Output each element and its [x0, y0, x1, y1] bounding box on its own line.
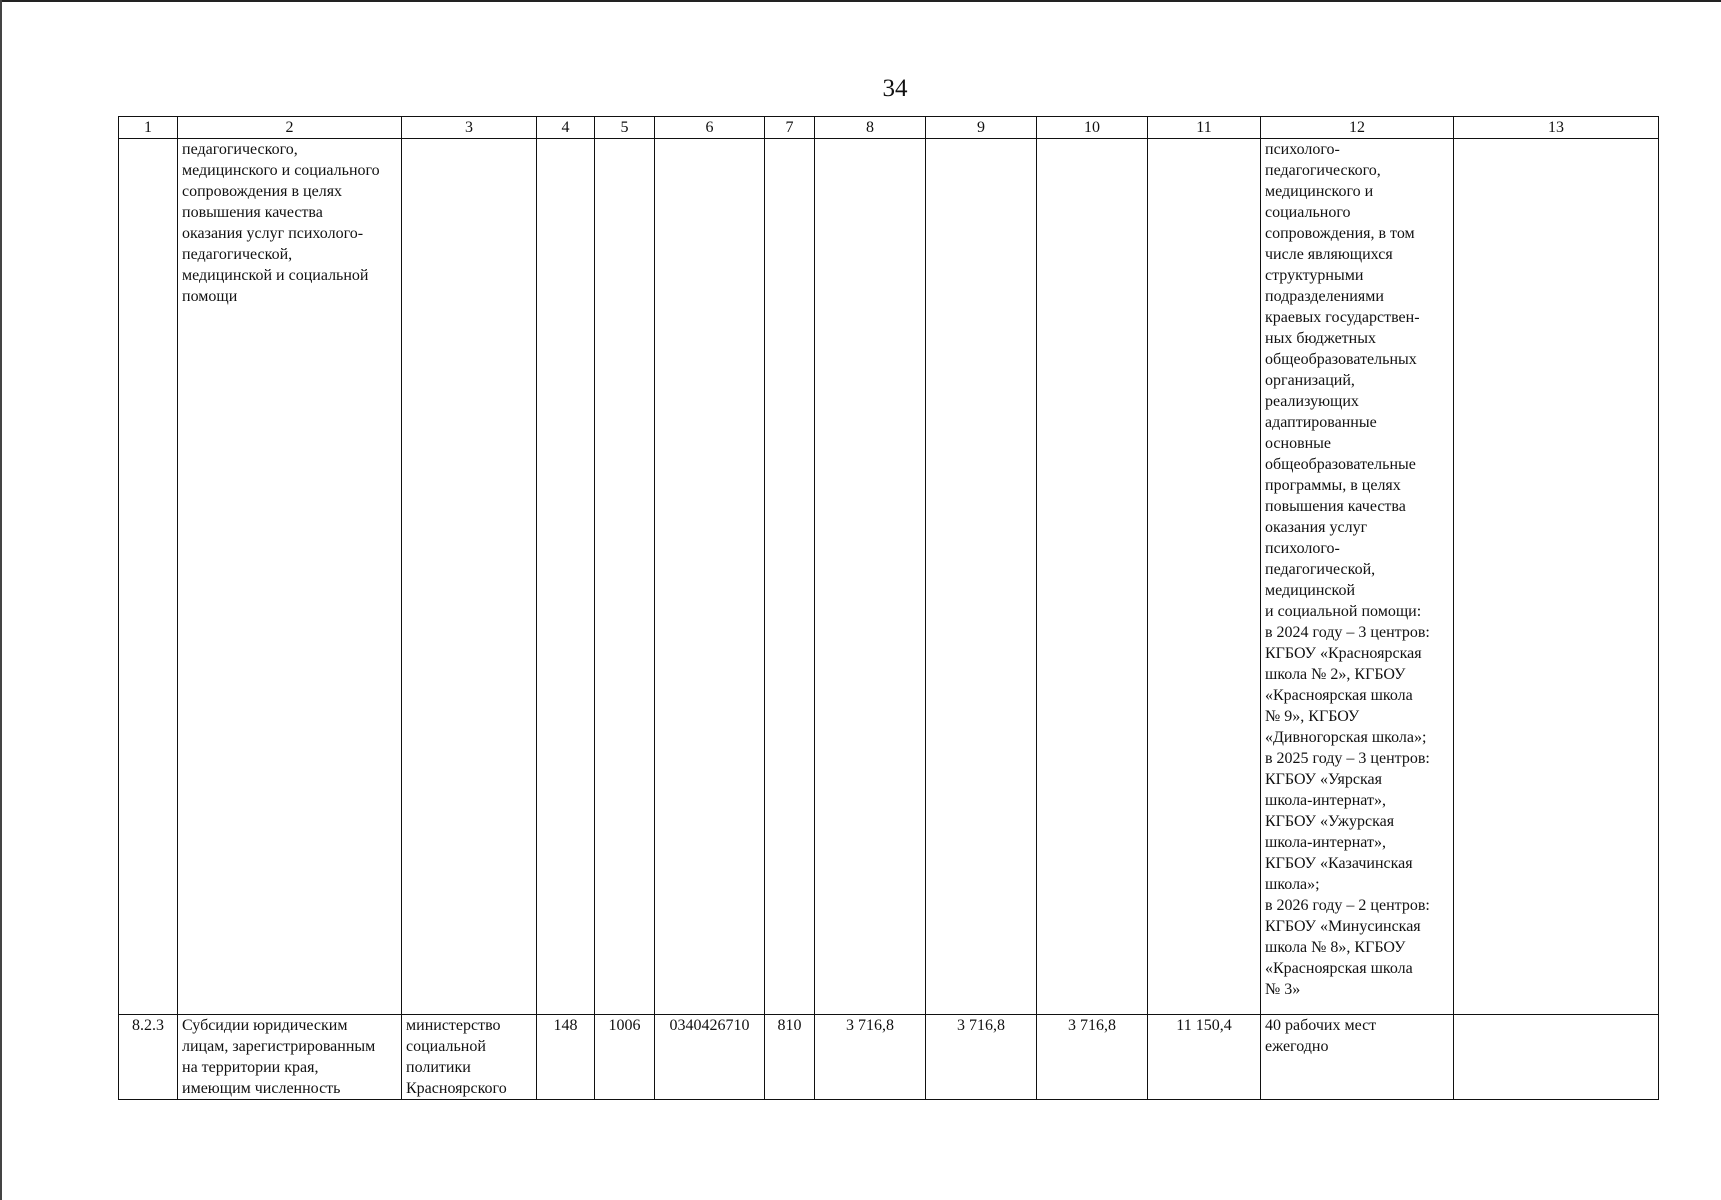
cell-notes [1454, 1015, 1659, 1100]
cell-amount-total: 11 150,4 [1148, 1015, 1261, 1100]
table-row-continuation [119, 139, 1659, 1015]
cell-amount-2 [926, 139, 1037, 1015]
cell-vr: 810 [765, 1015, 815, 1100]
header-col-6: 6 [655, 117, 765, 139]
cell-amount-total [1148, 139, 1261, 1015]
cell-number [119, 139, 178, 1015]
header-col-7: 7 [765, 117, 815, 139]
header-col-11: 11 [1148, 117, 1261, 139]
header-col-2: 2 [178, 117, 402, 139]
page-edge-left [0, 0, 2, 1200]
cell-notes [1454, 139, 1659, 1015]
cell-amount-1: 3 716,8 [815, 1015, 926, 1100]
header-col-1: 1 [119, 117, 178, 139]
cell-grbs [537, 139, 595, 1015]
page-edge-top [0, 0, 1721, 2]
cell-csr [655, 139, 765, 1015]
header-col-3: 3 [402, 117, 537, 139]
cell-rzpr: 1006 [595, 1015, 655, 1100]
header-col-9: 9 [926, 117, 1037, 139]
header-col-8: 8 [815, 117, 926, 139]
cell-responsible: министерство социальной политики Красноярского [402, 1015, 537, 1100]
cell-amount-3 [1037, 139, 1148, 1015]
cell-csr: 0340426710 [655, 1015, 765, 1100]
cell-rzpr [595, 139, 655, 1015]
page-number: 34 [882, 75, 908, 102]
header-col-13: 13 [1454, 117, 1659, 139]
cell-amount-2: 3 716,8 [926, 1015, 1037, 1100]
cell-responsible [402, 139, 537, 1015]
budget-table [118, 116, 1659, 1100]
cell-measure-name: Субсидии юридическим лицам, зарегистрированным на территории края, имеющим численность [178, 1015, 402, 1100]
cell-amount-3: 3 716,8 [1037, 1015, 1148, 1100]
header-col-12: 12 [1261, 117, 1454, 139]
header-col-5: 5 [595, 117, 655, 139]
cell-expected-result: 40 рабочих мест ежегодно [1261, 1015, 1454, 1100]
cell-vr [765, 139, 815, 1015]
table-row-8-2-3 [119, 1015, 1659, 1100]
cell-measure-name: педагогического, медицинского и социального сопровождения в целях повышения качества оказания услуг психолого- педагогической, медицинской и социальной помощи [178, 139, 402, 1015]
cell-expected-result: психолого- педагогического, медицинского и социального сопровождения, в том числе являющихся структурными подразделениями краевых государствен- ных бюджетных общеобразовательных организаций, реализующих адаптированные основные общеобразовательные программы, в целях повышения качества оказания услуг психолого- педагогической, медицинской и социальной помощи: в 2024 году – 3 центров: КГБОУ «Красноярская школа № 2», КГБОУ «Красноярская школа № 9», КГБОУ «Дивногорская школа»; в 2025 году – 3 центров: КГБОУ «Уярская школа-интернат», КГБОУ «Ужурская школа-интернат», КГБОУ «Казачинская школа»; в 2026 году – 2 центров: КГБОУ «Минусинская школа № 8», КГБОУ «Красноярская школа № 3» [1261, 139, 1454, 1015]
cell-number: 8.2.3 [119, 1015, 178, 1100]
cell-amount-1 [815, 139, 926, 1015]
cell-grbs: 148 [537, 1015, 595, 1100]
header-row [119, 117, 1659, 139]
header-col-4: 4 [537, 117, 595, 139]
header-col-10: 10 [1037, 117, 1148, 139]
